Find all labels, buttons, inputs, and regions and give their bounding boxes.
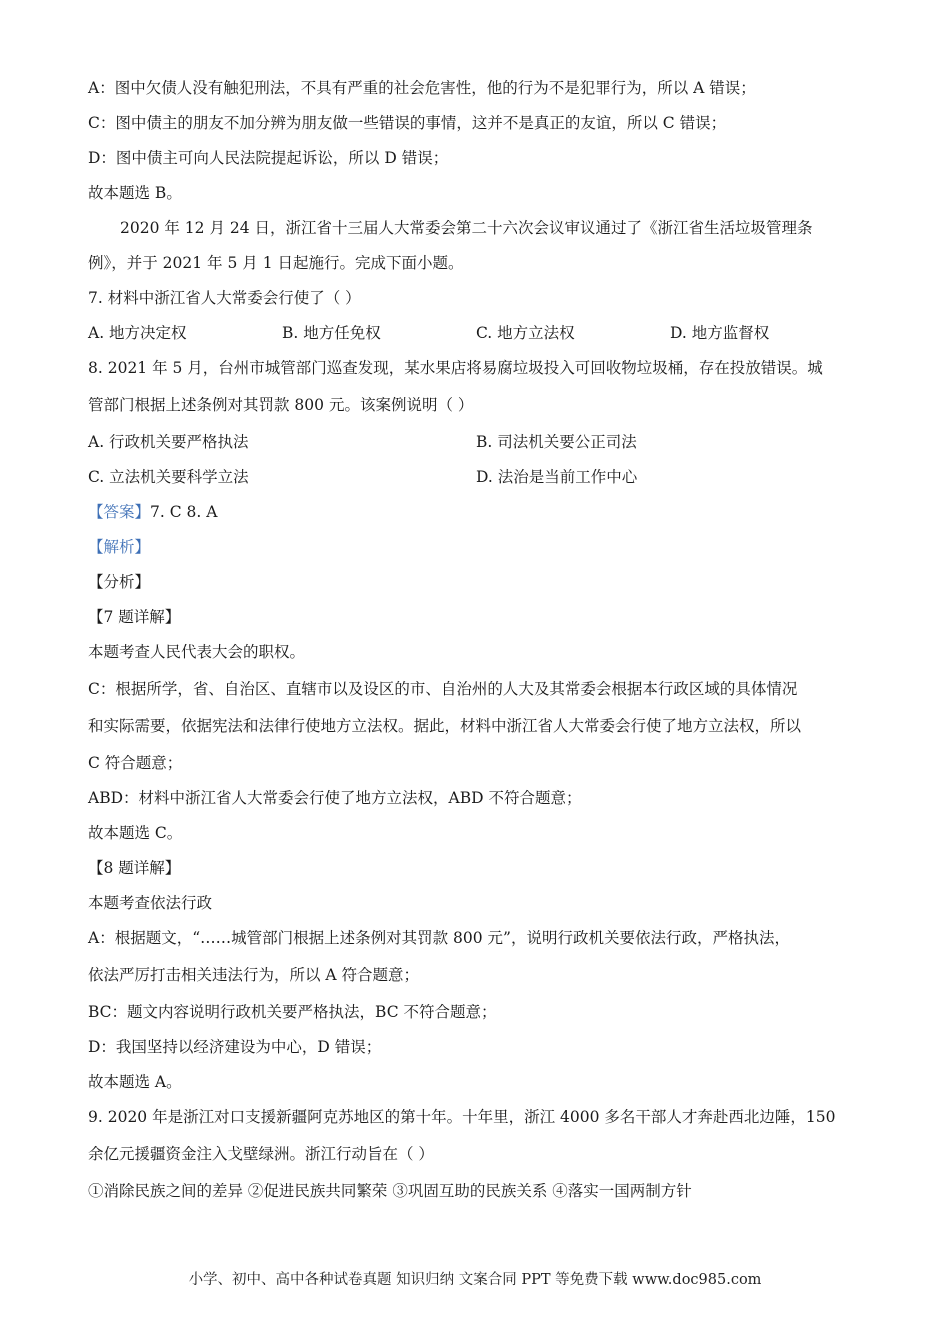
fenxi-heading: 【分析】 xyxy=(88,573,151,591)
conclusion-line: 故本题选 B。 xyxy=(88,184,182,202)
material-line-2: 例》，并于 2021 年 5 月 1 日起施行。完成下面小题。 xyxy=(88,254,464,272)
question-8-stem-line-2: 管部门根据上述条例对其罚款 800 元。该案例说明（ ） xyxy=(88,396,474,414)
answer-line xyxy=(88,501,868,523)
question-7-option-a: A. 地方决定权 xyxy=(88,324,187,342)
question-7-option-b: B. 地方任免权 xyxy=(282,324,381,342)
footer-text: 小学、初中、高中各种试卷真题 知识归纳 文案合同 PPT 等免费下载 www.doc985.com xyxy=(188,1272,762,1288)
detail-8-line-4: BC：题文内容说明行政机关要严格执法，BC 不符合题意； xyxy=(88,1003,497,1021)
detail-7-line-3: 和实际需要，依据宪法和法律行使地方立法权。据此，材料中浙江省人大常委会行使了地方立法权，所以 xyxy=(88,717,802,735)
detail-8-line-6: 故本题选 A。 xyxy=(88,1073,182,1091)
detail-8-header: 【8 题详解】 xyxy=(88,859,181,877)
answer-text: 7. C 8. A xyxy=(150,503,218,521)
analysis-tag: 【解析】 xyxy=(88,538,151,556)
detail-7-line-1: 本题考查人民代表大会的职权。 xyxy=(88,643,306,661)
question-9-stem-line-1: 9. 2020 年是浙江对口支援新疆阿克苏地区的第十年。十年里，浙江 4000 多名干部人才奔赴西北边陲，150 xyxy=(88,1108,836,1126)
answer-tag: 【答案】 xyxy=(88,503,151,521)
detail-8-line-1: 本题考查依法行政 xyxy=(88,894,213,912)
question-7-option-d: D. 地方监督权 xyxy=(670,324,770,342)
detail-7-header: 【7 题详解】 xyxy=(88,608,181,626)
analysis-line-d: D：图中债主可向人民法院提起诉讼，所以 D 错误； xyxy=(88,149,449,167)
detail-7-line-4: C 符合题意； xyxy=(88,754,183,772)
detail-7-line-2: C：根据所学，省、自治区、直辖市以及设区的市、自治州的人大及其常委会根据本行政区域的具体情况 xyxy=(88,680,798,698)
detail-7-line-6: 故本题选 C。 xyxy=(88,824,183,842)
question-8-option-b: B. 司法机关要公正司法 xyxy=(476,433,637,451)
question-9-items: ①消除民族之间的差异 ②促进民族共同繁荣 ③巩固互助的民族关系 ④落实一国两制方针 xyxy=(88,1182,692,1200)
analysis-line-c: C：图中债主的朋友不加分辨为朋友做一些错误的事情，这并不是真正的友谊，所以 C 错误； xyxy=(88,114,727,132)
question-7-stem: 7. 材料中浙江省人大常委会行使了（ ） xyxy=(88,289,361,307)
detail-8-line-5: D：我国坚持以经济建设为中心，D 错误； xyxy=(88,1038,382,1056)
detail-8-line-3: 依法严厉打击相关违法行为，所以 A 符合题意； xyxy=(88,966,420,984)
question-8-option-c: C. 立法机关要科学立法 xyxy=(88,468,249,486)
question-9-stem-line-2: 余亿元援疆资金注入戈壁绿洲。浙江行动旨在（ ） xyxy=(88,1145,434,1163)
question-8-option-a: A. 行政机关要严格执法 xyxy=(88,433,249,451)
question-8-stem-line-1: 8. 2021 年 5 月，台州市城管部门巡查发现，某水果店将易腐垃圾投入可回收物垃圾桶，存在投放错误。城 xyxy=(88,359,823,377)
analysis-line-a: A：图中欠债人没有触犯刑法，不具有严重的社会危害性，他的行为不是犯罪行为，所以 A 错误； xyxy=(88,79,756,97)
question-7-option-c: C. 地方立法权 xyxy=(476,324,575,342)
question-8-option-d: D. 法治是当前工作中心 xyxy=(476,468,638,486)
detail-8-line-2: A：根据题文，“……城管部门根据上述条例对其罚款 800 元”，说明行政机关要依法行政，严格执法， xyxy=(88,929,790,947)
detail-7-line-5: ABD：材料中浙江省人大常委会行使了地方立法权，ABD 不符合题意； xyxy=(88,789,582,807)
material-line-1: 2020 年 12 月 24 日，浙江省十三届人大常委会第二十六次会议审议通过了《浙江省生活垃圾管理条 xyxy=(120,219,813,237)
